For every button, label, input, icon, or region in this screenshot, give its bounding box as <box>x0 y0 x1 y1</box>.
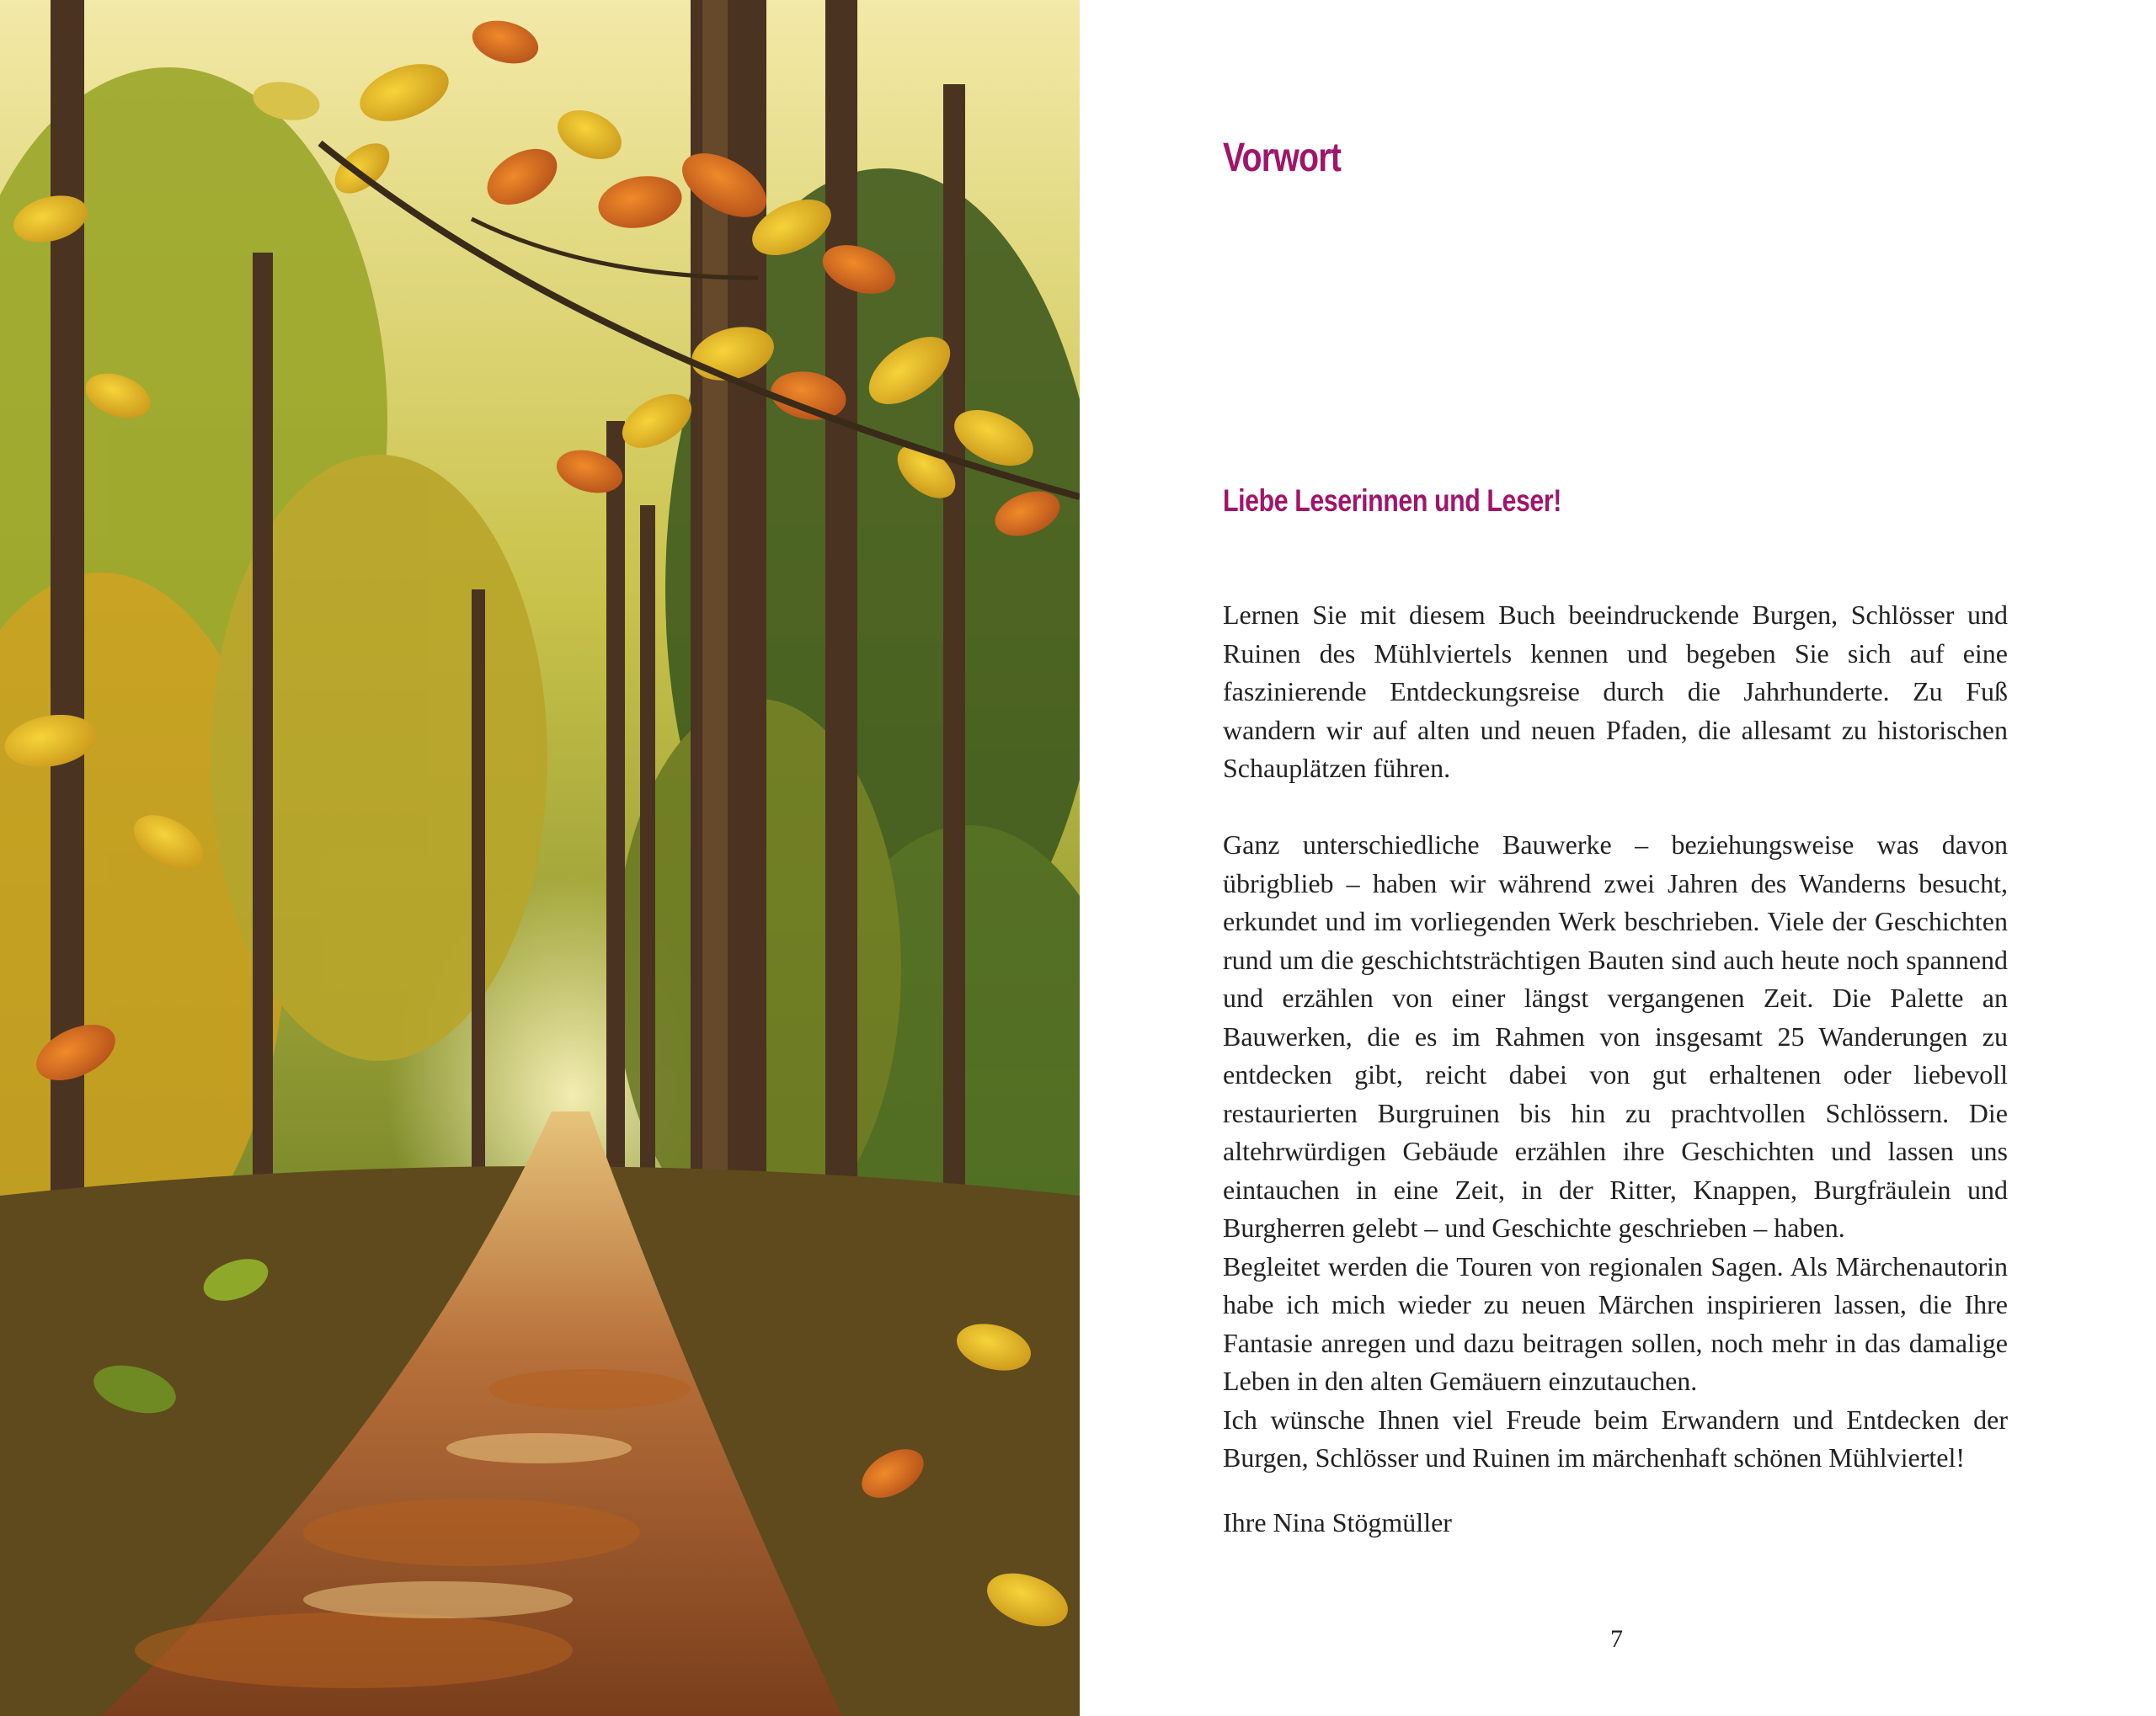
paragraph-legends: Begleitet werden die Touren von regionalen Sagen. Als Märchenautorin habe ich mich wieder zu neuen Märchen inspirieren lassen, die Ihre Fantasie anregen und dazu beitragen sollen, noch mehr in das damalige Leben in den alten Gemäuern einzutauchen. <box>1223 1250 2008 1396</box>
chapter-title: Vorwort <box>1223 136 1342 180</box>
paragraph-wishes: Ich wünsche Ihnen viel Freude beim Erwandern und Entdecken der Burgen, Schlösser und Ruinen im märchenhaft schönen Mühlviertel! <box>1223 1404 2008 1473</box>
greeting-heading: Liebe Leserinnen und Leser! <box>1223 483 1561 518</box>
page-number: 7 <box>1610 1625 1623 1653</box>
paragraph-intro: Lernen Sie mit diesem Buch beeindruckende Burgen, Schlösser und Ruinen des Mühlviertels kennen und begeben Sie sich auf eine faszinierende Entdeckungsreise durch die Jahrhunderte. Zu Fuß wandern wir auf alten und neuen Pfaden, die allesamt zu historischen Schauplätzen führen. <box>1223 600 2008 783</box>
paragraph-buildings: Ganz unterschiedliche Bauwerke – beziehungsweise was davon übrigblieb – haben wir während zwei Jahren des Wanderns besucht, erkundet und im vorliegenden Werk beschrieben. Viele der Geschichten rund um die geschichtsträchtigen Bauten sind auch heute noch spannend und erzählen von einer längst vergangenen Zeit. Die Palette an Bauwerken, die es im Rahmen von insgesamt 25 Wanderungen zu entdecken gibt, reicht dabei von gut erhaltenen oder liebevoll restaurierten Burgruinen bis hin zu prachtvollen Schlössern. Die altehrwürdigen Gebäude erzählen ihre Geschichten und lassen uns eintauchen in eine Zeit, in der Ritter, Knappen, Burgfräulein und Burgherren gelebt – und Geschichte geschrieben – haben. <box>1223 829 2008 1243</box>
body-text <box>1223 596 2008 1478</box>
text-page <box>1080 0 2156 1716</box>
author-signature: Ihre Nina Stögmüller <box>1223 1507 1452 1537</box>
